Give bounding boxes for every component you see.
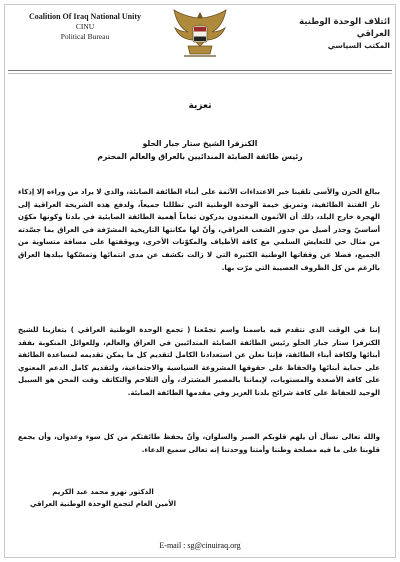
org-name-ar: ائتلاف الوحدة الوطنية العراقي	[299, 17, 390, 39]
letterhead-arabic	[270, 16, 390, 52]
letter-page	[4, 4, 396, 558]
bureau-name-en: Political Bureau	[60, 32, 110, 41]
addressee-name: الكنزفرا الشيخ ستار جبار الحلو	[142, 139, 258, 148]
addressee-title: رئيس طائفة الصابئة المندائيين بالعراق والعالم المحترم	[97, 152, 303, 161]
bureau-name-ar: المكتب السياسي	[327, 41, 390, 50]
signature-block	[28, 487, 178, 510]
addressee	[0, 137, 400, 163]
org-acronym: CINU	[75, 22, 95, 31]
signatory-title: الأمين العام لتجمع الوحدة الوطنية العراقي	[29, 499, 177, 508]
signatory-name: الدكتور نهرو محمد عبد الكريم	[52, 488, 154, 496]
footer-email: E-mail : sg@cinuiraq.org	[159, 541, 241, 550]
body-paragraph-1: ببالغ الحزن والأسى تلقينا خبر الاعتداءات الآثمة على أبناء الطائفة الصابئة، والذي لا يراد من وراءه إلا إذكاء نار الفتنة الطائفية، وتمزيق خيمة الوحدة الوطنية التي تظللنا جميعاً، ولدفع هذه الشريحة العراقية إلى الهجرة خارج البلد، ذلك أن الآثمون المعتدون يدركون تماماً أهمية الطائفة الصابئية في بلدنا وكونها مكوّن أساسيّ وجذر أصيل من جذور الشعب العراقي، وأنّ لها مكانتها التاريخية المشرّفة في العراق بما جسّدته من مثال حي للتعايش السلمي مع كافة الأطياف والمكوّنات الأخرى، ويوقفتها على مسافة متساوية من الجميع، فضلا عن وقفاتها الوطنية الكثيرة التي لا زالت تكشف عن مدى انتمائها وتمسّكها ببلدها العراق بالرغم من كل الظروف العصيبة التي مرّت بها.	[18, 188, 380, 272]
eagle-emblem-icon	[170, 6, 230, 64]
org-name-en: Coalition Of Iraq National Unity	[28, 12, 141, 21]
header-divider	[8, 70, 392, 71]
header-divider-secondary	[8, 73, 392, 74]
letter-title: تعزية	[188, 101, 212, 111]
letterhead-english	[10, 12, 160, 42]
body-paragraph-2: إننا في الوقت الذي نتقدم فيه باسمنا واسم تجمّعنا ( تجمع الوحدة الوطنية العراقي ) بتعازينا للشيخ الكنزفرا ستار جبار الحلو رئيس الطائفة الصابئة المندائيين في العراق والعالم، وللعوائل المنكوبة بفقد أبنائها ولكافة أبناء الطائفة، فإننا نعلن عن استعدادنا الكامل لتقديم كل ما يمكن تقديمه لمساعدة الطائفة على حماية أبنائها والحفاظ على حقوقها المشروعة السياسية والاجتماعية، ولتقديم كامل الدعم المعنوي على كافة الأصعدة والمستويات، لإيماننا بالمصير المشترك، وأن التلاحم والتكاتف وقت المحن هو السبيل الوحيد للحفاظ على كافة شرائح بلدنا العزيز وفي مقدمها الطائفة الصابئة.	[18, 326, 380, 397]
body-paragraph-3: والله تعالى نسأل أن يلهم قلوبكم الصبر والسلوان، وأنّ يحفظ طائفتكم من كل سوء وعدوان، وأن يجمع قلوبنا على ما فيه مصلحة وطننا وأمتنا ووحدتنا إنه تعالى سميع الدعاء.	[18, 433, 380, 454]
